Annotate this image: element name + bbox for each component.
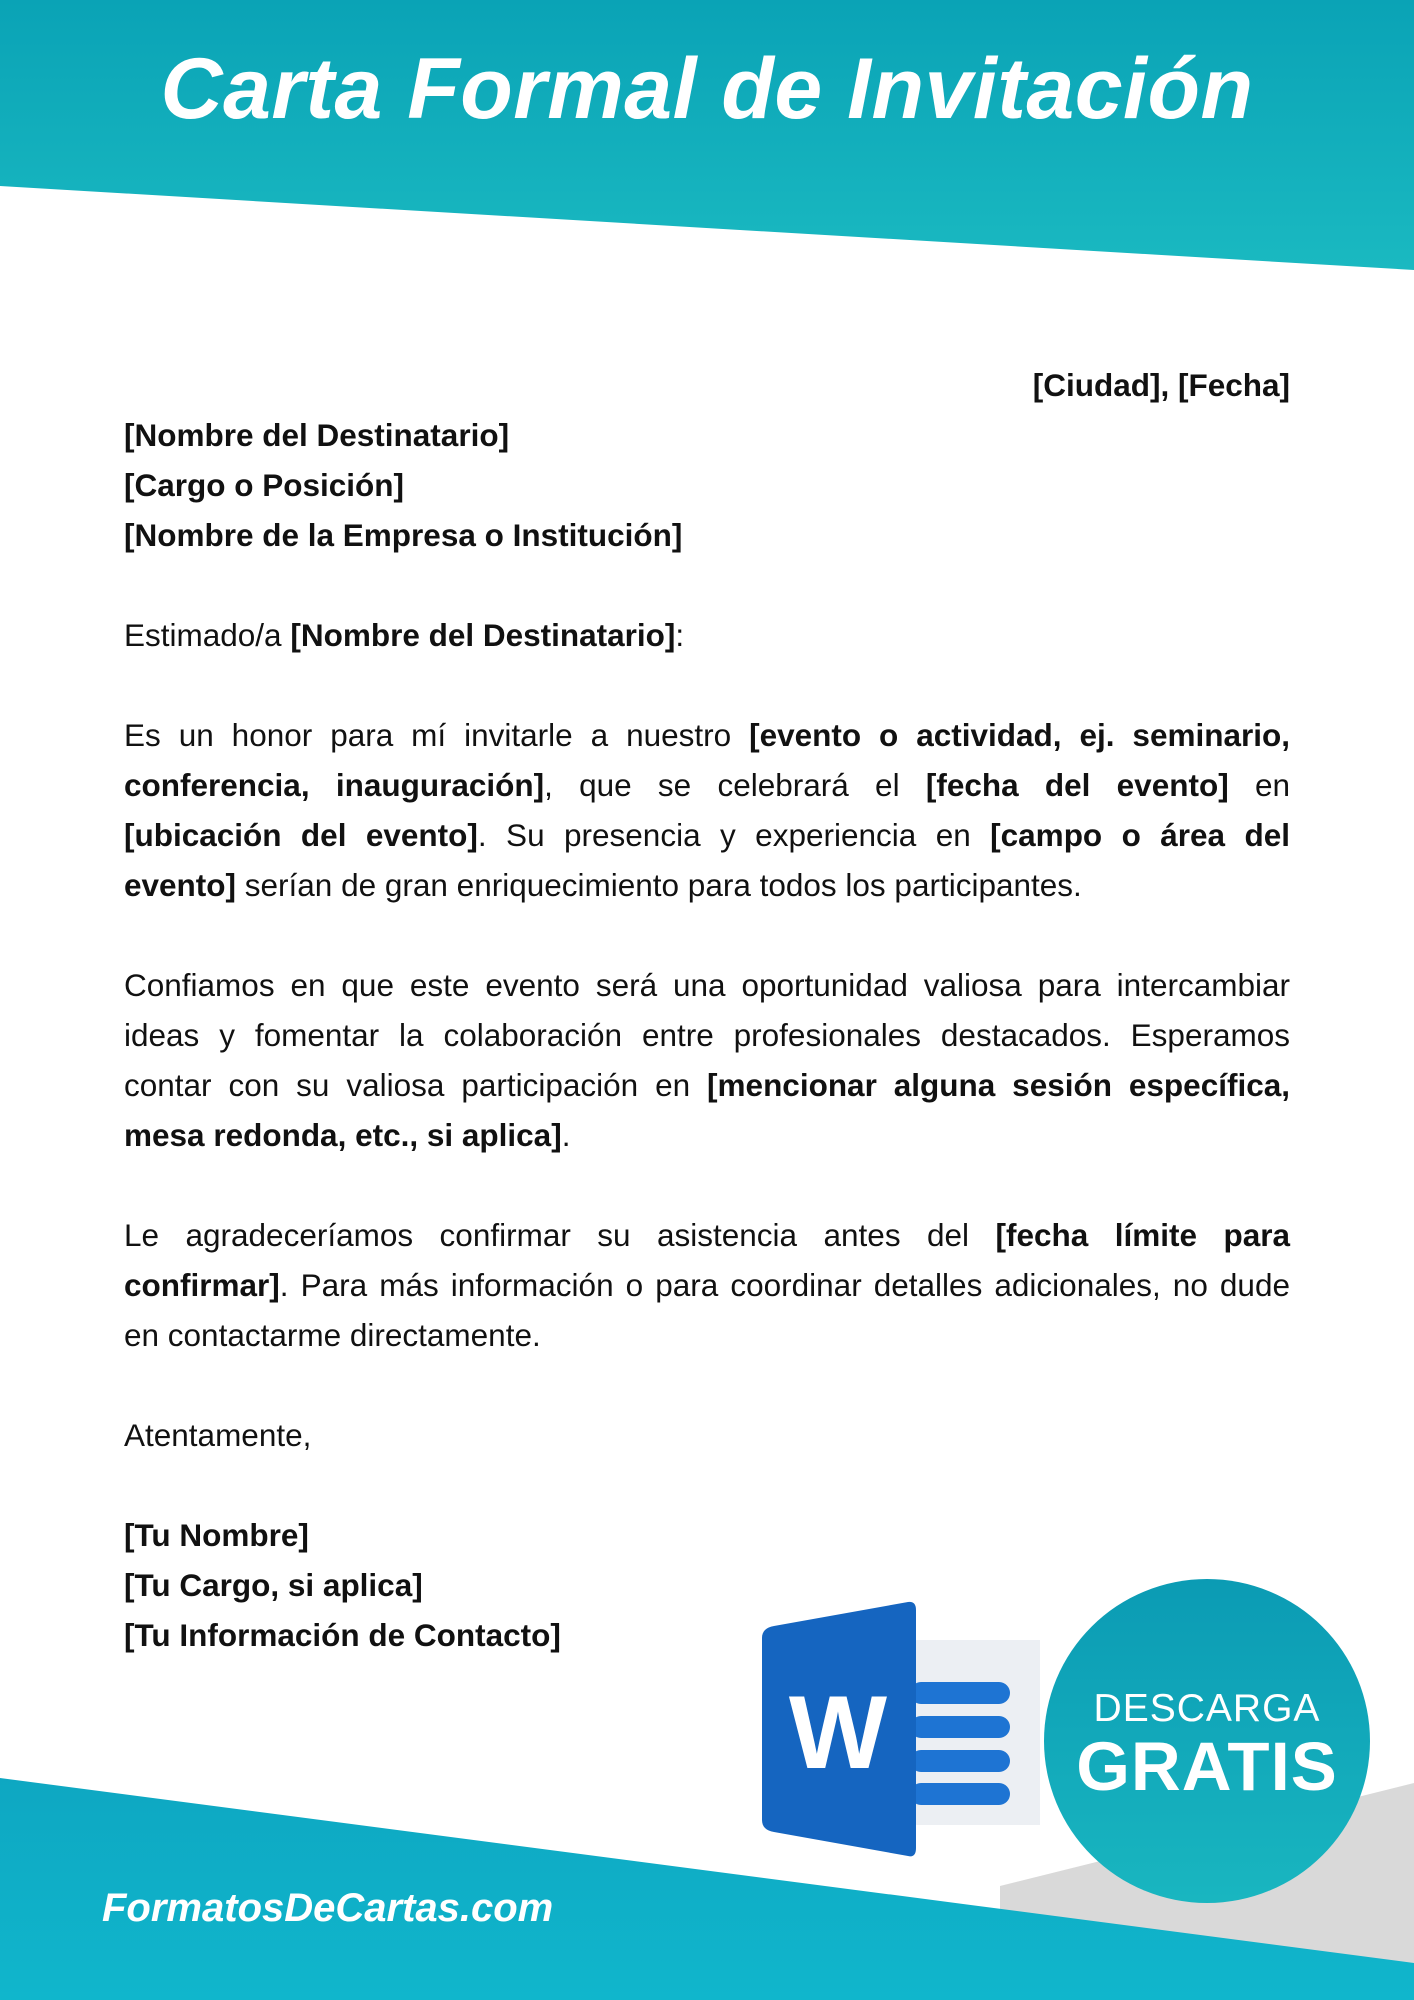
text: . Para más información o para coordinar detalles adicionales, no dude en contactarme directamente.	[124, 1267, 1290, 1353]
text: Es un honor para mí invitarle a nuestro	[124, 717, 750, 753]
text: serían de gran enriquecimiento para todos los participantes.	[236, 867, 1082, 903]
place-date: [Ciudad], [Fecha]	[1032, 367, 1290, 403]
badge-bottom-text: GRATIS	[1076, 1728, 1338, 1805]
text: en	[1228, 767, 1290, 803]
placeholder-event-date: [fecha del evento]	[925, 767, 1229, 803]
word-line	[910, 1750, 1010, 1772]
word-line	[910, 1682, 1010, 1704]
placeholder-deadline: [fecha límite para confirmar]	[124, 1217, 1290, 1303]
signature-position: [Tu Cargo, si aplica]	[124, 1567, 423, 1603]
paragraph-confirmation	[124, 1210, 1290, 1360]
text: Le agradeceríamos confirmar su asistencia antes del	[124, 1217, 996, 1253]
text: .	[561, 1117, 571, 1153]
recipient-name: [Nombre del Destinatario]	[124, 417, 510, 453]
word-letter: W	[788, 1675, 888, 1791]
paragraph-invitation	[124, 710, 1290, 910]
word-line	[910, 1716, 1010, 1738]
salutation-suffix: :	[675, 617, 685, 653]
salutation	[124, 610, 1290, 660]
placeholder-event: [evento o actividad, ej. seminario, conferencia, inauguración]	[124, 717, 1290, 803]
signature-contact: [Tu Información de Contacto]	[124, 1617, 561, 1653]
recipient-block	[124, 410, 1290, 560]
word-document-icon[interactable]	[760, 1600, 1040, 1860]
recipient-company: [Nombre de la Empresa o Institución]	[124, 517, 683, 553]
placeholder-session: [mencionar alguna sesión específica, mesa redonda, etc., si aplica]	[124, 1067, 1290, 1153]
signature-name: [Tu Nombre]	[124, 1517, 309, 1553]
closing: Atentamente,	[124, 1417, 312, 1453]
text: . Su presencia y experiencia en	[477, 817, 991, 853]
placeholder-event-field: [campo o área del evento]	[124, 817, 1290, 903]
document-title: Carta Formal de Invitación	[160, 41, 1254, 137]
salutation-name: [Nombre del Destinatario]	[290, 617, 676, 653]
free-download-badge[interactable]	[1044, 1579, 1370, 1903]
letter-body	[124, 360, 1290, 1660]
placeholder-event-location: [ubicación del evento]	[124, 817, 478, 853]
recipient-position: [Cargo o Posición]	[124, 467, 405, 503]
word-line	[910, 1783, 1010, 1805]
text: , que se celebrará el	[544, 767, 926, 803]
text: Confiamos en que este evento será una oportunidad valiosa para intercambiar ideas y fomentar la colaboración entre profesionales destacados. Esperamos contar con su valiosa participación en	[124, 967, 1290, 1103]
badge-top-text: DESCARGA	[1093, 1687, 1321, 1730]
salutation-prefix: Estimado/a	[124, 617, 291, 653]
footer-brand-link[interactable]: FormatosDeCartas.com	[102, 1886, 554, 1930]
paragraph-opportunity	[124, 960, 1290, 1160]
